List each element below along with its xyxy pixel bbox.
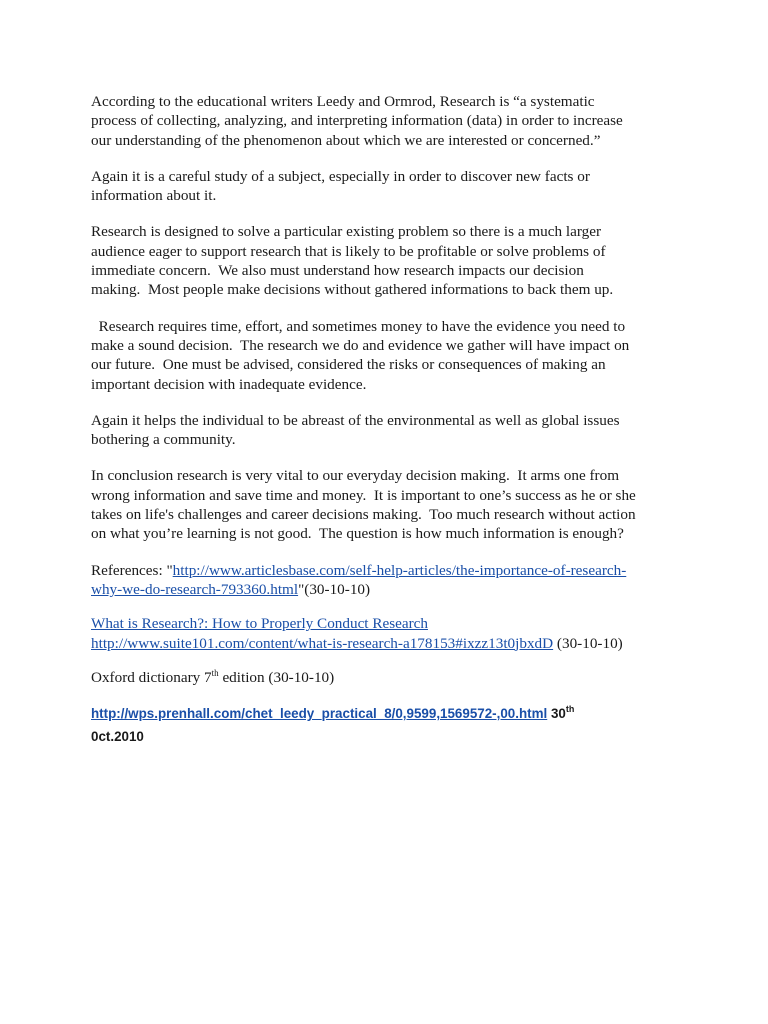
reference-label: References: " xyxy=(91,561,173,579)
prenhall-day: 30 xyxy=(547,706,566,722)
document-body xyxy=(91,92,691,763)
paragraph-line: According to the educational writers Leedy and Ormrod, Research is “a systematic xyxy=(91,93,595,110)
paragraph-line: Again it helps the individual to be abreast of the environmental as well as global issues xyxy=(91,411,620,429)
body-paragraph xyxy=(91,222,691,299)
articlesbase-link[interactable]: http://www.articlesbase.com/self-help-articles/the-importance-of-research- xyxy=(172,561,627,579)
reference-line xyxy=(91,614,691,633)
reference-suite101 xyxy=(91,614,691,653)
reference-oxford xyxy=(91,668,691,687)
body-paragraph xyxy=(91,317,691,394)
reference-prenhall xyxy=(91,702,691,748)
reference-articlesbase xyxy=(91,561,691,600)
paragraph-line: immediate concern. We also must understand how research impacts our decision xyxy=(91,262,584,280)
paragraph-line: make a sound decision. The research we do and evidence we gather will have impact on xyxy=(91,336,630,354)
suite101-title-link[interactable]: What is Research?: How to Properly Conduct Research xyxy=(91,615,428,633)
reference-date: (30-10-10) xyxy=(553,634,623,652)
paragraph-line: wrong information and save time and money. It is important to one’s success as he or she xyxy=(91,486,636,504)
paragraph-line: bothering a community. xyxy=(91,431,236,449)
body-paragraph xyxy=(91,92,691,150)
suite101-url-link[interactable]: http://www.suite101.com/content/what-is-research-a178153#ixzz13t0jbxdD xyxy=(91,634,554,652)
prenhall-link[interactable]: http://wps.prenhall.com/chet_leedy_practical_8/0,9599,1569572-,00.html xyxy=(91,706,548,722)
paragraph-line: takes on life's challenges and career decisions making. Too much research without action xyxy=(91,506,636,524)
reference-line xyxy=(91,634,691,653)
reference-line xyxy=(91,561,691,580)
paragraph-line: our future. One must be advised, considered the risks or consequences of making an xyxy=(91,356,606,374)
paragraph-line: Research is designed to solve a particular existing problem so there is a much larger xyxy=(91,223,602,241)
paragraph-line: our understanding of the phenomenon about which we are interested or concerned.” xyxy=(91,131,601,149)
paragraph-line: on what you’re learning is not good. The question is how much information is enough? xyxy=(91,525,624,543)
reference-line xyxy=(91,668,691,687)
paragraph-line: making. Most people make decisions without gathered informations to back them up. xyxy=(91,281,614,299)
paragraph-line: information about it. xyxy=(91,187,217,205)
oxford-edition-date: edition (30-10-10) xyxy=(218,668,335,686)
body-paragraph xyxy=(91,466,691,543)
reference-date: "(30-10-10) xyxy=(298,580,371,598)
articlesbase-link-continued[interactable]: why-we-do-research-793360.html xyxy=(91,580,299,598)
body-paragraph xyxy=(91,167,691,206)
oxford-superscript: th xyxy=(211,667,219,678)
reference-line xyxy=(91,580,691,599)
reference-line xyxy=(91,702,691,725)
paragraph-line: Again it is a careful study of a subject, especially in order to discover new facts or xyxy=(91,167,590,185)
oxford-text: Oxford dictionary 7 xyxy=(91,668,212,686)
paragraph-line: Research requires time, effort, and sometimes money to have the evidence you need to xyxy=(91,317,626,335)
paragraph-line: important decision with inadequate evidence. xyxy=(91,375,367,393)
paragraph-line: process of collecting, analyzing, and interpreting information (data) in order to increase xyxy=(91,112,623,130)
body-paragraphs xyxy=(91,92,691,544)
body-paragraph xyxy=(91,411,691,450)
paragraph-line: audience eager to support research that is likely to be profitable or solve problems of xyxy=(91,242,606,260)
paragraph-line: In conclusion research is very vital to our everyday decision making. It arms one from xyxy=(91,467,620,485)
prenhall-date-line: 0ct.2010 xyxy=(91,729,144,745)
prenhall-superscript: th xyxy=(565,704,575,715)
